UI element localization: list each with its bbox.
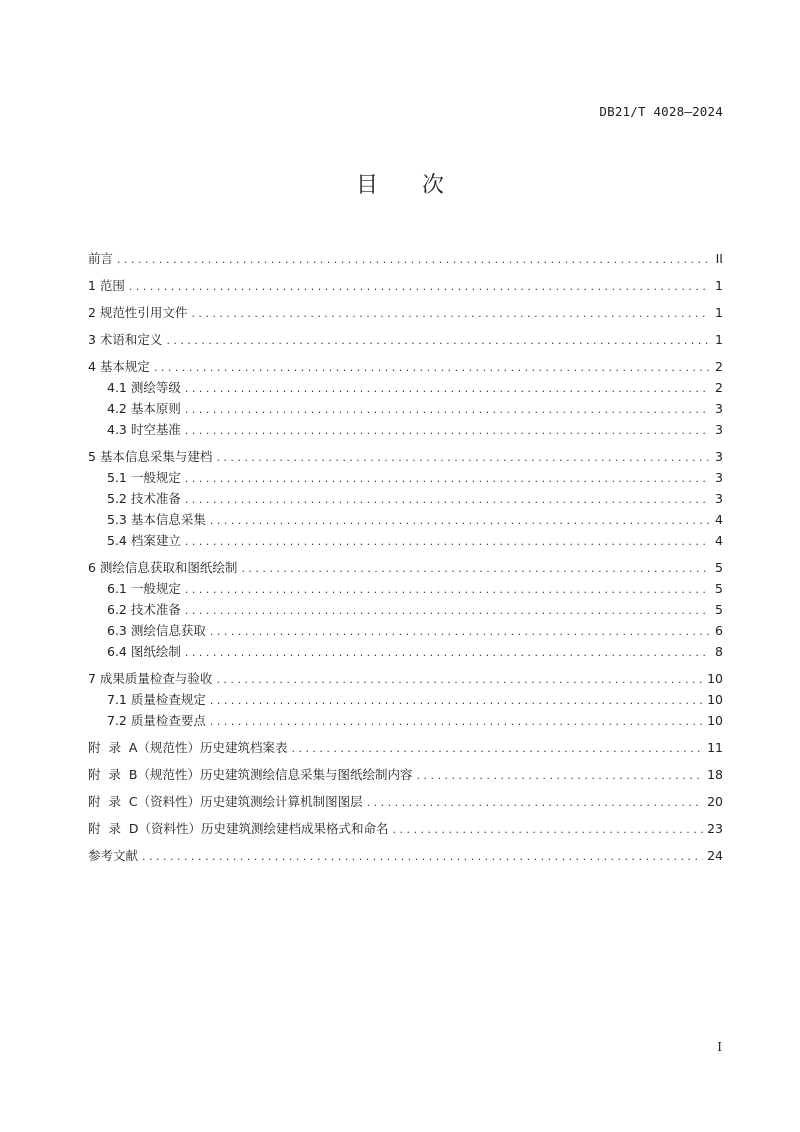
dot-leader — [185, 579, 709, 600]
dot-leader — [216, 669, 703, 690]
toc-entry[interactable] — [88, 641, 723, 662]
toc-entry[interactable] — [88, 467, 723, 488]
dot-leader — [241, 558, 709, 579]
toc-entry-page: 5 — [715, 602, 723, 617]
toc-entry-label: 6.1 一般规定 — [107, 581, 181, 596]
toc-entry-label: 5.4 档案建立 — [107, 533, 181, 548]
toc-entry[interactable] — [88, 668, 723, 689]
dot-leader — [367, 792, 703, 813]
dot-leader — [416, 765, 703, 786]
toc-entry[interactable] — [88, 398, 723, 419]
toc-entry[interactable] — [88, 377, 723, 398]
toc-entry-page: 4 — [715, 512, 723, 527]
toc-entry-label: 附 录 B（规范性）历史建筑测绘信息采集与图纸绘制内容 — [88, 767, 413, 782]
toc-entry[interactable] — [88, 845, 723, 866]
toc-entry-label: 附 录 C（资料性）历史建筑测绘计算机制图图层 — [88, 794, 363, 809]
toc-entry-page: 4 — [715, 533, 723, 548]
toc-entry-page: 24 — [707, 848, 723, 863]
toc-entry-page: 10 — [707, 692, 723, 707]
toc-entry-label: 3 术语和定义 — [88, 332, 163, 347]
toc-entry-page: 3 — [715, 449, 723, 464]
toc-entry-page: 3 — [715, 401, 723, 416]
toc-entry[interactable] — [88, 599, 723, 620]
toc-entry-label: 7 成果质量检查与验收 — [88, 671, 213, 686]
toc-entry-page: 8 — [715, 644, 723, 659]
toc-entry-label: 5.2 技术准备 — [107, 491, 181, 506]
toc-entry[interactable] — [88, 302, 723, 323]
toc-entry-page: 2 — [715, 359, 723, 374]
toc-entry-page: 3 — [715, 491, 723, 506]
toc-entry[interactable] — [88, 710, 723, 731]
toc-entry-label: 6.2 技术准备 — [107, 602, 181, 617]
toc-entry-page: 20 — [707, 794, 723, 809]
toc-entry[interactable] — [88, 446, 723, 467]
page-title — [0, 168, 800, 199]
toc-entry[interactable] — [88, 818, 723, 839]
toc-entry[interactable] — [88, 689, 723, 710]
toc-entry-label: 附 录 D（资料性）历史建筑测绘建档成果格式和命名 — [88, 821, 389, 836]
toc-entry-page: 2 — [715, 380, 723, 395]
document-id: DB21/T 4028—2024 — [599, 104, 723, 119]
toc-entry-label: 5 基本信息采集与建档 — [88, 449, 213, 464]
toc-entry[interactable] — [88, 530, 723, 551]
dot-leader — [117, 249, 709, 270]
toc-entry[interactable] — [88, 329, 723, 350]
dot-leader — [291, 738, 703, 759]
dot-leader — [185, 642, 709, 663]
toc-entry-label: 7.1 质量检查规定 — [107, 692, 206, 707]
toc-entry-label: 前言 — [88, 251, 114, 266]
toc-entry-page: 5 — [715, 581, 723, 596]
toc-entry[interactable] — [88, 419, 723, 440]
page-number: I — [717, 1040, 722, 1054]
dot-leader — [210, 510, 709, 531]
toc-entry-page: 1 — [715, 332, 723, 347]
title-char: 目 — [355, 173, 378, 198]
toc-entry-page: 10 — [707, 713, 723, 728]
dot-leader — [210, 690, 703, 711]
toc-entry[interactable] — [88, 248, 723, 269]
toc-entry-label: 6 测绘信息获取和图纸绘制 — [88, 560, 238, 575]
toc-entry-page: 11 — [707, 740, 723, 755]
toc-entry-page: 3 — [715, 422, 723, 437]
toc-entry-label: 5.3 基本信息采集 — [107, 512, 206, 527]
toc-entry-page: 5 — [715, 560, 723, 575]
toc-entry[interactable] — [88, 275, 723, 296]
dot-leader — [185, 531, 709, 552]
toc-entry-page: 1 — [715, 278, 723, 293]
dot-leader — [142, 846, 703, 867]
toc-entry-page: 23 — [707, 821, 723, 836]
toc-entry[interactable] — [88, 620, 723, 641]
dot-leader — [210, 621, 709, 642]
toc-entry[interactable] — [88, 791, 723, 812]
dot-leader — [166, 330, 709, 351]
toc-entry[interactable] — [88, 557, 723, 578]
dot-leader — [185, 489, 709, 510]
toc-entry-page: 3 — [715, 470, 723, 485]
toc-entry-label: 6.4 图纸绘制 — [107, 644, 181, 659]
dot-leader — [185, 378, 709, 399]
dot-leader — [185, 399, 709, 420]
toc-entry-label: 1 范围 — [88, 278, 125, 293]
toc-entry-label: 6.3 测绘信息获取 — [107, 623, 206, 638]
toc-entry[interactable] — [88, 737, 723, 758]
table-of-contents — [88, 248, 723, 866]
toc-entry-label: 4.3 时空基准 — [107, 422, 181, 437]
dot-leader — [393, 819, 704, 840]
dot-leader — [154, 357, 709, 378]
toc-entry-label: 4.1 测绘等级 — [107, 380, 181, 395]
dot-leader — [216, 447, 709, 468]
toc-entry-label: 7.2 质量检查要点 — [107, 713, 206, 728]
toc-entry[interactable] — [88, 356, 723, 377]
toc-entry[interactable] — [88, 764, 723, 785]
toc-entry[interactable] — [88, 488, 723, 509]
dot-leader — [191, 303, 709, 324]
toc-entry-label: 2 规范性引用文件 — [88, 305, 188, 320]
dot-leader — [185, 468, 709, 489]
toc-entry-label: 附 录 A（规范性）历史建筑档案表 — [88, 740, 288, 755]
toc-entry-label: 参考文献 — [88, 848, 139, 863]
toc-entry-page: 1 — [715, 305, 723, 320]
dot-leader — [129, 276, 709, 297]
dot-leader — [185, 600, 709, 621]
toc-entry-page: 18 — [707, 767, 723, 782]
toc-entry-page: 10 — [707, 671, 723, 686]
toc-entry[interactable] — [88, 509, 723, 530]
dot-leader — [210, 711, 703, 732]
toc-entry-label: 4.2 基本原则 — [107, 401, 181, 416]
toc-entry[interactable] — [88, 578, 723, 599]
toc-entry-page: 6 — [715, 623, 723, 638]
dot-leader — [185, 420, 709, 441]
title-char: 次 — [422, 173, 445, 198]
toc-entry-label: 5.1 一般规定 — [107, 470, 181, 485]
toc-entry-page: II — [715, 251, 723, 266]
toc-entry-label: 4 基本规定 — [88, 359, 150, 374]
